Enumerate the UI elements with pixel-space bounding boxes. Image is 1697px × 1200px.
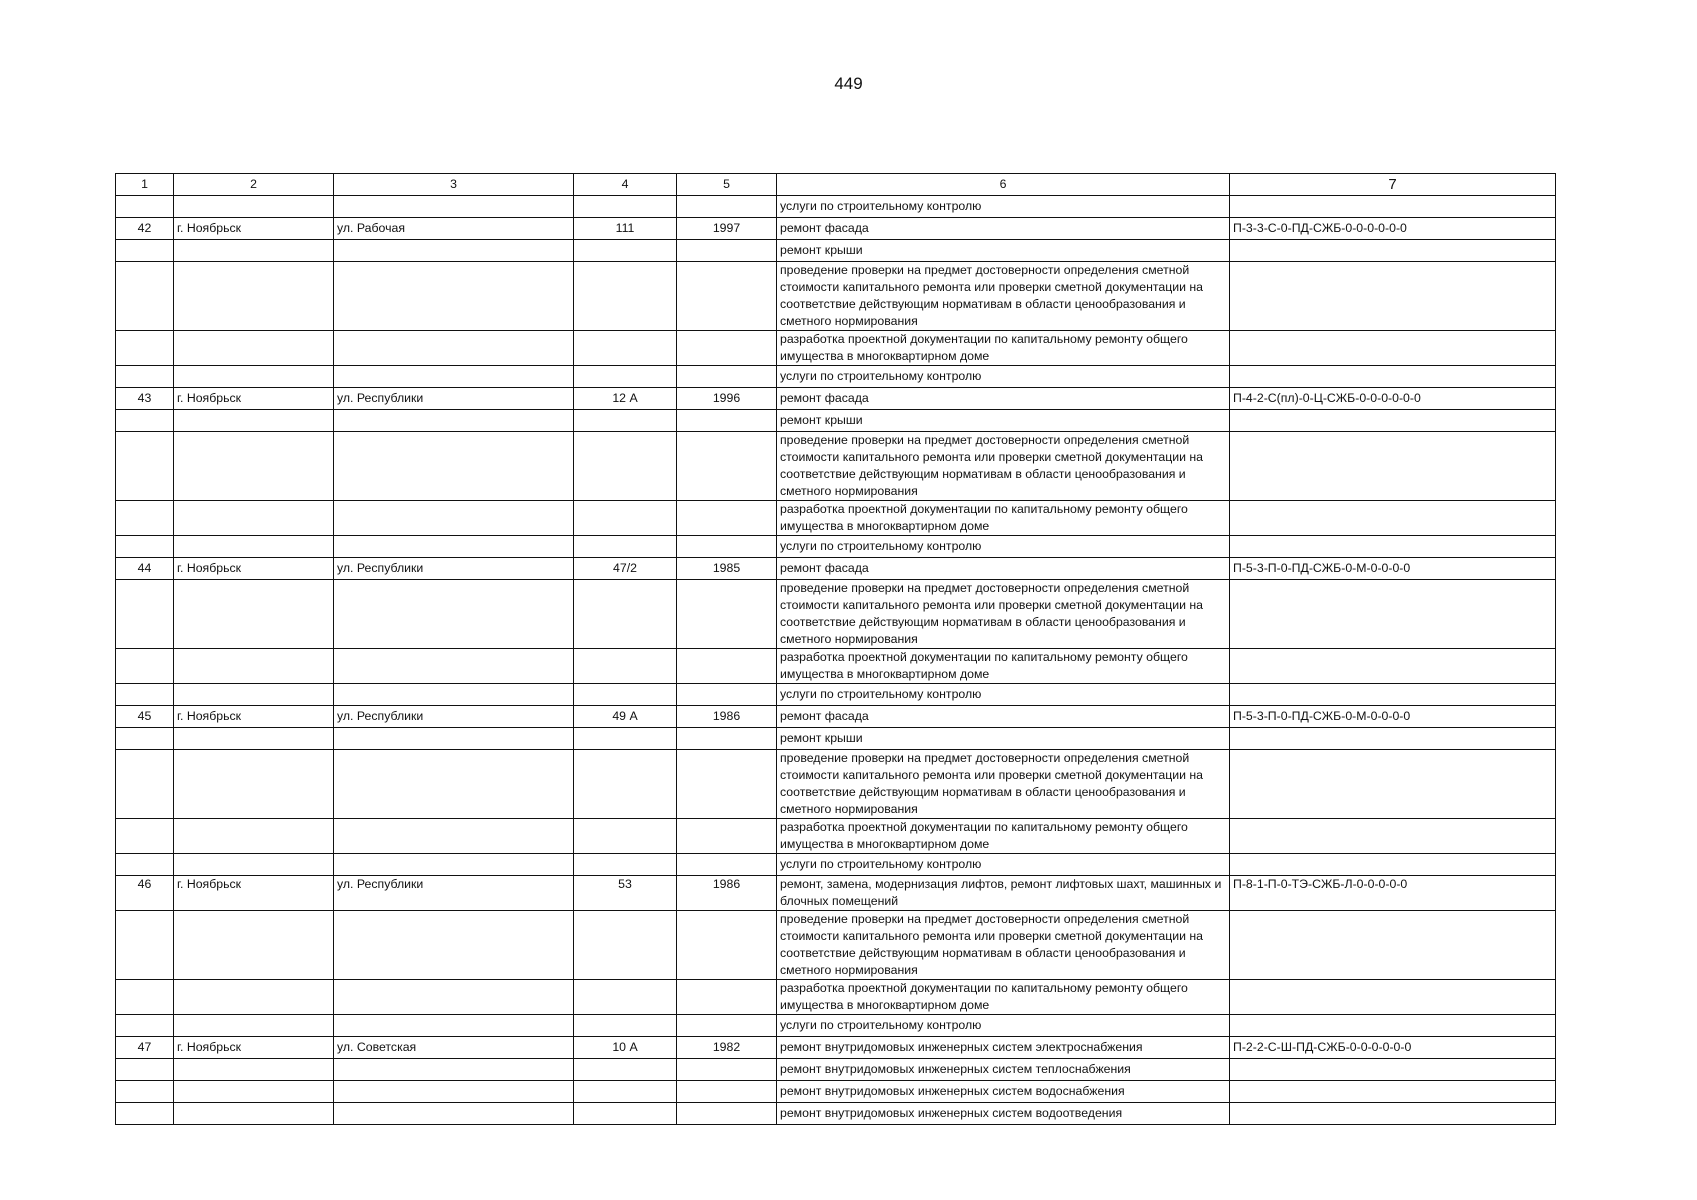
cell-city	[174, 1081, 334, 1103]
table-row	[116, 580, 1556, 649]
cell-street	[334, 750, 574, 819]
cell-year-built: 1986	[677, 876, 777, 911]
cell-row-number	[116, 649, 174, 684]
cell-street	[334, 432, 574, 501]
cell-work-type: ремонт фасада	[777, 388, 1230, 410]
cell-city	[174, 501, 334, 536]
header-cell-1: 1	[116, 174, 174, 196]
cell-house-code	[1230, 911, 1556, 980]
table-row	[116, 366, 1556, 388]
cell-row-number	[116, 911, 174, 980]
cell-house-number: 12 А	[574, 388, 677, 410]
cell-city	[174, 819, 334, 854]
table-body	[116, 196, 1556, 1125]
cell-city	[174, 331, 334, 366]
table-row	[116, 728, 1556, 750]
cell-street	[334, 501, 574, 536]
cell-row-number	[116, 750, 174, 819]
repair-registry-table	[115, 173, 1556, 1125]
cell-city	[174, 432, 334, 501]
cell-house-number	[574, 432, 677, 501]
cell-work-type: разработка проектной документации по капитальному ремонту общего имущества в многоквартирном доме	[777, 331, 1230, 366]
cell-house-code	[1230, 1015, 1556, 1037]
cell-city	[174, 911, 334, 980]
cell-street	[334, 911, 574, 980]
cell-city	[174, 410, 334, 432]
cell-street	[334, 536, 574, 558]
cell-house-code	[1230, 980, 1556, 1015]
table-row	[116, 240, 1556, 262]
cell-city	[174, 728, 334, 750]
header-cell-2: 2	[174, 174, 334, 196]
table-row	[116, 1059, 1556, 1081]
cell-work-type: ремонт внутридомовых инженерных систем теплоснабжения	[777, 1059, 1230, 1081]
table-row	[116, 262, 1556, 331]
cell-row-number: 47	[116, 1037, 174, 1059]
cell-house-number	[574, 580, 677, 649]
cell-work-type: разработка проектной документации по капитальному ремонту общего имущества в многоквартирном доме	[777, 649, 1230, 684]
table-row	[116, 196, 1556, 218]
header-cell-6: 6	[777, 174, 1230, 196]
cell-work-type: ремонт внутридомовых инженерных систем водоснабжения	[777, 1081, 1230, 1103]
cell-city	[174, 536, 334, 558]
cell-row-number	[116, 240, 174, 262]
cell-house-code	[1230, 819, 1556, 854]
cell-row-number: 46	[116, 876, 174, 911]
cell-city	[174, 1059, 334, 1081]
header-row	[116, 174, 1556, 196]
cell-work-type: проведение проверки на предмет достоверности определения сметной стоимости капитального ремонта или проверки сметной документации на соответствие действующим нормативам в области ценообразования и сметного нормирования	[777, 580, 1230, 649]
cell-work-type: ремонт фасада	[777, 218, 1230, 240]
cell-house-code	[1230, 750, 1556, 819]
cell-city	[174, 366, 334, 388]
cell-house-code	[1230, 240, 1556, 262]
cell-house-code: П-8-1-П-0-ТЭ-СЖБ-Л-0-0-0-0-0	[1230, 876, 1556, 911]
table-row	[116, 1103, 1556, 1125]
cell-row-number	[116, 1059, 174, 1081]
cell-year-built	[677, 580, 777, 649]
cell-street	[334, 410, 574, 432]
cell-house-number	[574, 728, 677, 750]
table-row	[116, 388, 1556, 410]
cell-street	[334, 331, 574, 366]
cell-work-type: услуги по строительному контролю	[777, 536, 1230, 558]
cell-work-type: ремонт внутридомовых инженерных систем водоотведения	[777, 1103, 1230, 1125]
cell-street: ул. Советская	[334, 1037, 574, 1059]
cell-house-number	[574, 1103, 677, 1125]
cell-row-number	[116, 331, 174, 366]
cell-house-number	[574, 750, 677, 819]
cell-year-built: 1982	[677, 1037, 777, 1059]
cell-year-built	[677, 410, 777, 432]
cell-street	[334, 366, 574, 388]
cell-house-number	[574, 911, 677, 980]
cell-house-code: П-2-2-С-Ш-ПД-СЖБ-0-0-0-0-0-0	[1230, 1037, 1556, 1059]
cell-year-built	[677, 196, 777, 218]
cell-year-built	[677, 750, 777, 819]
cell-house-number	[574, 854, 677, 876]
cell-work-type: разработка проектной документации по капитальному ремонту общего имущества в многоквартирном доме	[777, 501, 1230, 536]
cell-street	[334, 1081, 574, 1103]
cell-house-code	[1230, 331, 1556, 366]
cell-row-number	[116, 501, 174, 536]
cell-work-type: услуги по строительному контролю	[777, 196, 1230, 218]
cell-city	[174, 1015, 334, 1037]
cell-city	[174, 580, 334, 649]
cell-year-built	[677, 819, 777, 854]
cell-work-type: ремонт фасада	[777, 558, 1230, 580]
cell-year-built: 1997	[677, 218, 777, 240]
cell-street	[334, 1015, 574, 1037]
header-cell-5: 5	[677, 174, 777, 196]
cell-city: г. Ноябрьск	[174, 388, 334, 410]
cell-year-built: 1986	[677, 706, 777, 728]
cell-year-built	[677, 262, 777, 331]
cell-street	[334, 1103, 574, 1125]
cell-street	[334, 684, 574, 706]
cell-year-built	[677, 684, 777, 706]
cell-house-number	[574, 366, 677, 388]
cell-row-number	[116, 432, 174, 501]
cell-city: г. Ноябрьск	[174, 876, 334, 911]
cell-year-built	[677, 728, 777, 750]
cell-house-number	[574, 980, 677, 1015]
cell-row-number: 43	[116, 388, 174, 410]
cell-city	[174, 262, 334, 331]
cell-house-code	[1230, 1059, 1556, 1081]
cell-work-type: ремонт крыши	[777, 728, 1230, 750]
table-row	[116, 706, 1556, 728]
table-row	[116, 536, 1556, 558]
table-row	[116, 1015, 1556, 1037]
cell-work-type: разработка проектной документации по капитальному ремонту общего имущества в многоквартирном доме	[777, 819, 1230, 854]
cell-street	[334, 649, 574, 684]
cell-work-type: услуги по строительному контролю	[777, 684, 1230, 706]
cell-house-code	[1230, 728, 1556, 750]
cell-house-code: П-3-3-С-0-ПД-СЖБ-0-0-0-0-0-0	[1230, 218, 1556, 240]
cell-year-built	[677, 649, 777, 684]
cell-work-type: проведение проверки на предмет достоверности определения сметной стоимости капитального ремонта или проверки сметной документации на соответствие действующим нормативам в области ценообразования и сметного нормирования	[777, 750, 1230, 819]
cell-house-code: П-5-3-П-0-ПД-СЖБ-0-М-0-0-0-0	[1230, 706, 1556, 728]
cell-city: г. Ноябрьск	[174, 218, 334, 240]
cell-work-type: проведение проверки на предмет достоверности определения сметной стоимости капитального ремонта или проверки сметной документации на соответствие действующим нормативам в области ценообразования и сметного нормирования	[777, 262, 1230, 331]
cell-city: г. Ноябрьск	[174, 1037, 334, 1059]
table-row	[116, 1081, 1556, 1103]
cell-city	[174, 196, 334, 218]
cell-year-built	[677, 432, 777, 501]
cell-year-built: 1985	[677, 558, 777, 580]
cell-house-number	[574, 1081, 677, 1103]
cell-year-built	[677, 854, 777, 876]
cell-row-number: 42	[116, 218, 174, 240]
table-row	[116, 684, 1556, 706]
cell-work-type: проведение проверки на предмет достоверности определения сметной стоимости капитального ремонта или проверки сметной документации на соответствие действующим нормативам в области ценообразования и сметного нормирования	[777, 911, 1230, 980]
table-row	[116, 649, 1556, 684]
cell-city	[174, 1103, 334, 1125]
cell-city	[174, 750, 334, 819]
cell-city	[174, 854, 334, 876]
cell-street	[334, 980, 574, 1015]
cell-house-number	[574, 240, 677, 262]
cell-row-number	[116, 580, 174, 649]
cell-house-code	[1230, 262, 1556, 331]
cell-house-code: П-4-2-С(пл)-0-Ц-СЖБ-0-0-0-0-0-0	[1230, 388, 1556, 410]
table-row	[116, 876, 1556, 911]
cell-work-type: разработка проектной документации по капитальному ремонту общего имущества в многоквартирном доме	[777, 980, 1230, 1015]
table-row	[116, 558, 1556, 580]
cell-house-number	[574, 410, 677, 432]
cell-row-number	[116, 262, 174, 331]
table-row	[116, 331, 1556, 366]
cell-row-number	[116, 1081, 174, 1103]
cell-house-code	[1230, 536, 1556, 558]
cell-house-number	[574, 1015, 677, 1037]
cell-house-number	[574, 331, 677, 366]
cell-house-code: П-5-3-П-0-ПД-СЖБ-0-М-0-0-0-0	[1230, 558, 1556, 580]
table-row	[116, 410, 1556, 432]
cell-house-number	[574, 1059, 677, 1081]
cell-house-number	[574, 262, 677, 331]
cell-house-number: 47/2	[574, 558, 677, 580]
header-cell-4: 4	[574, 174, 677, 196]
cell-city: г. Ноябрьск	[174, 706, 334, 728]
cell-street	[334, 819, 574, 854]
cell-street: ул. Республики	[334, 388, 574, 410]
cell-work-type: ремонт внутридомовых инженерных систем электроснабжения	[777, 1037, 1230, 1059]
cell-house-code	[1230, 1081, 1556, 1103]
cell-row-number	[116, 728, 174, 750]
cell-house-number	[574, 536, 677, 558]
cell-work-type: проведение проверки на предмет достоверности определения сметной стоимости капитального ремонта или проверки сметной документации на соответствие действующим нормативам в области ценообразования и сметного нормирования	[777, 432, 1230, 501]
cell-house-number	[574, 196, 677, 218]
header-cell-3: 3	[334, 174, 574, 196]
cell-row-number: 45	[116, 706, 174, 728]
cell-year-built: 1996	[677, 388, 777, 410]
cell-house-number: 49 А	[574, 706, 677, 728]
cell-year-built	[677, 1081, 777, 1103]
cell-house-number: 10 А	[574, 1037, 677, 1059]
cell-row-number	[116, 410, 174, 432]
header-cell-7: 7	[1230, 174, 1556, 196]
cell-house-code	[1230, 432, 1556, 501]
table-row	[116, 1037, 1556, 1059]
cell-year-built	[677, 501, 777, 536]
table-row	[116, 819, 1556, 854]
cell-house-code	[1230, 1103, 1556, 1125]
table-row	[116, 980, 1556, 1015]
cell-year-built	[677, 1015, 777, 1037]
cell-house-code	[1230, 501, 1556, 536]
cell-city	[174, 684, 334, 706]
cell-street	[334, 580, 574, 649]
cell-street	[334, 854, 574, 876]
page-number: 449	[834, 74, 863, 93]
cell-street	[334, 728, 574, 750]
cell-street	[334, 262, 574, 331]
cell-city: г. Ноябрьск	[174, 558, 334, 580]
cell-row-number	[116, 980, 174, 1015]
cell-street	[334, 240, 574, 262]
cell-house-code	[1230, 580, 1556, 649]
cell-row-number	[116, 819, 174, 854]
cell-year-built	[677, 331, 777, 366]
cell-work-type: ремонт, замена, модернизация лифтов, ремонт лифтовых шахт, машинных и блочных помещений	[777, 876, 1230, 911]
cell-house-code	[1230, 196, 1556, 218]
cell-house-code	[1230, 649, 1556, 684]
cell-street	[334, 1059, 574, 1081]
cell-house-number: 53	[574, 876, 677, 911]
cell-row-number	[116, 1103, 174, 1125]
table-row	[116, 750, 1556, 819]
cell-row-number	[116, 366, 174, 388]
cell-year-built	[677, 240, 777, 262]
cell-work-type: услуги по строительному контролю	[777, 366, 1230, 388]
cell-work-type: услуги по строительному контролю	[777, 1015, 1230, 1037]
table-row	[116, 218, 1556, 240]
cell-house-code	[1230, 684, 1556, 706]
cell-house-number: 111	[574, 218, 677, 240]
cell-work-type: ремонт крыши	[777, 240, 1230, 262]
cell-street: ул. Республики	[334, 558, 574, 580]
cell-row-number	[116, 196, 174, 218]
cell-street: ул. Республики	[334, 706, 574, 728]
cell-city	[174, 649, 334, 684]
table-row	[116, 911, 1556, 980]
table-row	[116, 432, 1556, 501]
cell-year-built	[677, 980, 777, 1015]
cell-year-built	[677, 1103, 777, 1125]
cell-house-code	[1230, 854, 1556, 876]
cell-row-number	[116, 854, 174, 876]
cell-row-number: 44	[116, 558, 174, 580]
cell-city	[174, 980, 334, 1015]
cell-row-number	[116, 536, 174, 558]
table-row	[116, 501, 1556, 536]
cell-work-type: ремонт фасада	[777, 706, 1230, 728]
table-row	[116, 854, 1556, 876]
cell-year-built	[677, 536, 777, 558]
cell-work-type: услуги по строительному контролю	[777, 854, 1230, 876]
cell-street: ул. Рабочая	[334, 218, 574, 240]
cell-house-number	[574, 819, 677, 854]
cell-house-code	[1230, 366, 1556, 388]
cell-year-built	[677, 911, 777, 980]
cell-year-built	[677, 366, 777, 388]
cell-house-number	[574, 501, 677, 536]
cell-street	[334, 196, 574, 218]
cell-street: ул. Республики	[334, 876, 574, 911]
cell-row-number	[116, 684, 174, 706]
cell-year-built	[677, 1059, 777, 1081]
cell-house-number	[574, 649, 677, 684]
cell-house-code	[1230, 410, 1556, 432]
cell-city	[174, 240, 334, 262]
cell-house-number	[574, 684, 677, 706]
cell-work-type: ремонт крыши	[777, 410, 1230, 432]
cell-row-number	[116, 1015, 174, 1037]
